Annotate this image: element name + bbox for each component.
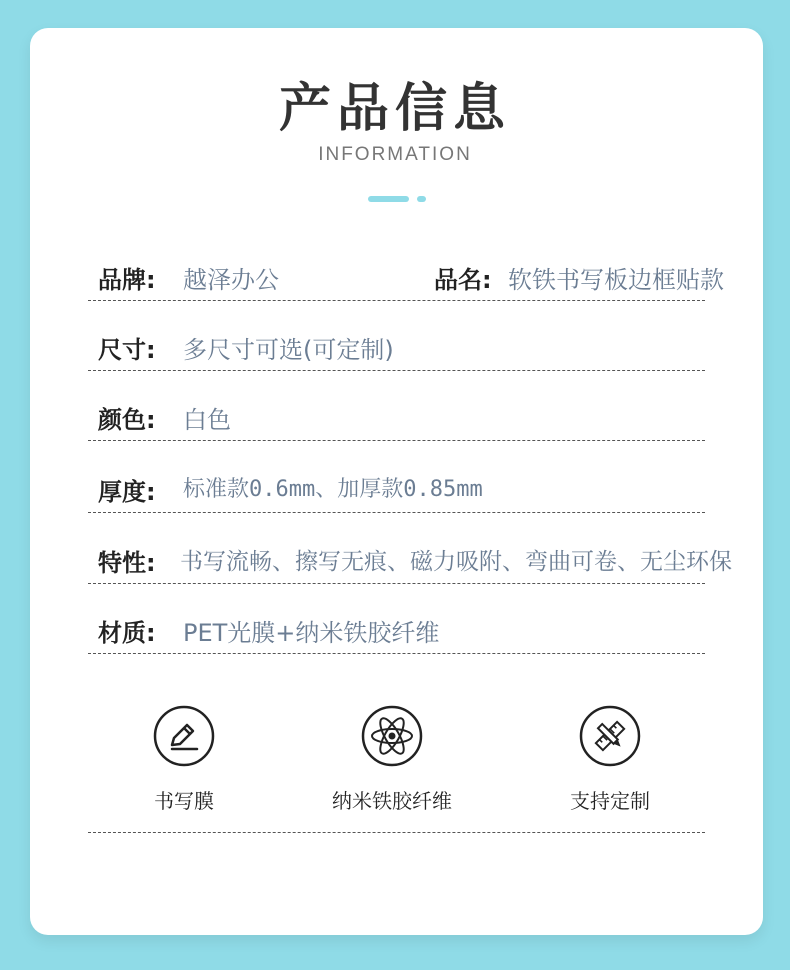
title-underline-bar bbox=[368, 196, 409, 202]
title-underline-dot bbox=[417, 196, 426, 202]
feature-nano-fiber bbox=[302, 705, 482, 814]
spec-row-color bbox=[88, 400, 705, 441]
product-name-value: 软铁书写板边框贴款 bbox=[508, 266, 724, 294]
feature-value: 书写流畅、擦写无痕、磁力吸附、弯曲可卷、无尘环保 bbox=[180, 549, 732, 575]
feature-label-writing-film: 书写膜 bbox=[154, 789, 214, 813]
thickness-label: 厚度: bbox=[98, 478, 156, 506]
material-label: 材质: bbox=[98, 619, 156, 647]
spec-row-brand bbox=[88, 260, 724, 301]
color-value: 白色 bbox=[183, 406, 231, 434]
spec-row-feature bbox=[88, 543, 732, 584]
pencil-edit-icon bbox=[153, 705, 215, 767]
brand-label: 品牌: bbox=[98, 266, 156, 294]
spec-row-thickness bbox=[88, 472, 705, 513]
feature-label-customizable: 支持定制 bbox=[570, 789, 650, 813]
spec-row-size bbox=[88, 330, 705, 371]
ruler-pencil-icon bbox=[579, 705, 641, 767]
product-name-label: 品名: bbox=[434, 266, 492, 294]
size-value: 多尺寸可选(可定制) bbox=[183, 336, 394, 364]
feature-writing-film bbox=[94, 705, 274, 814]
feature-customizable bbox=[520, 705, 700, 814]
atom-icon bbox=[361, 705, 423, 767]
page-subtitle: INFORMATION bbox=[318, 144, 472, 165]
thickness-value: 标准款0.6mm、加厚款0.85mm bbox=[183, 477, 483, 502]
brand-value: 越泽办公 bbox=[183, 266, 279, 294]
spec-row-material bbox=[88, 613, 705, 654]
feature-label: 特性: bbox=[98, 549, 156, 577]
bottom-divider bbox=[88, 832, 705, 833]
color-label: 颜色: bbox=[98, 406, 156, 434]
size-label: 尺寸: bbox=[98, 336, 156, 364]
page-title: 产品信息 bbox=[278, 79, 511, 139]
feature-label-nano-fiber: 纳米铁胶纤维 bbox=[332, 789, 452, 813]
material-value: PET光膜+纳米铁胶纤维 bbox=[183, 619, 440, 647]
